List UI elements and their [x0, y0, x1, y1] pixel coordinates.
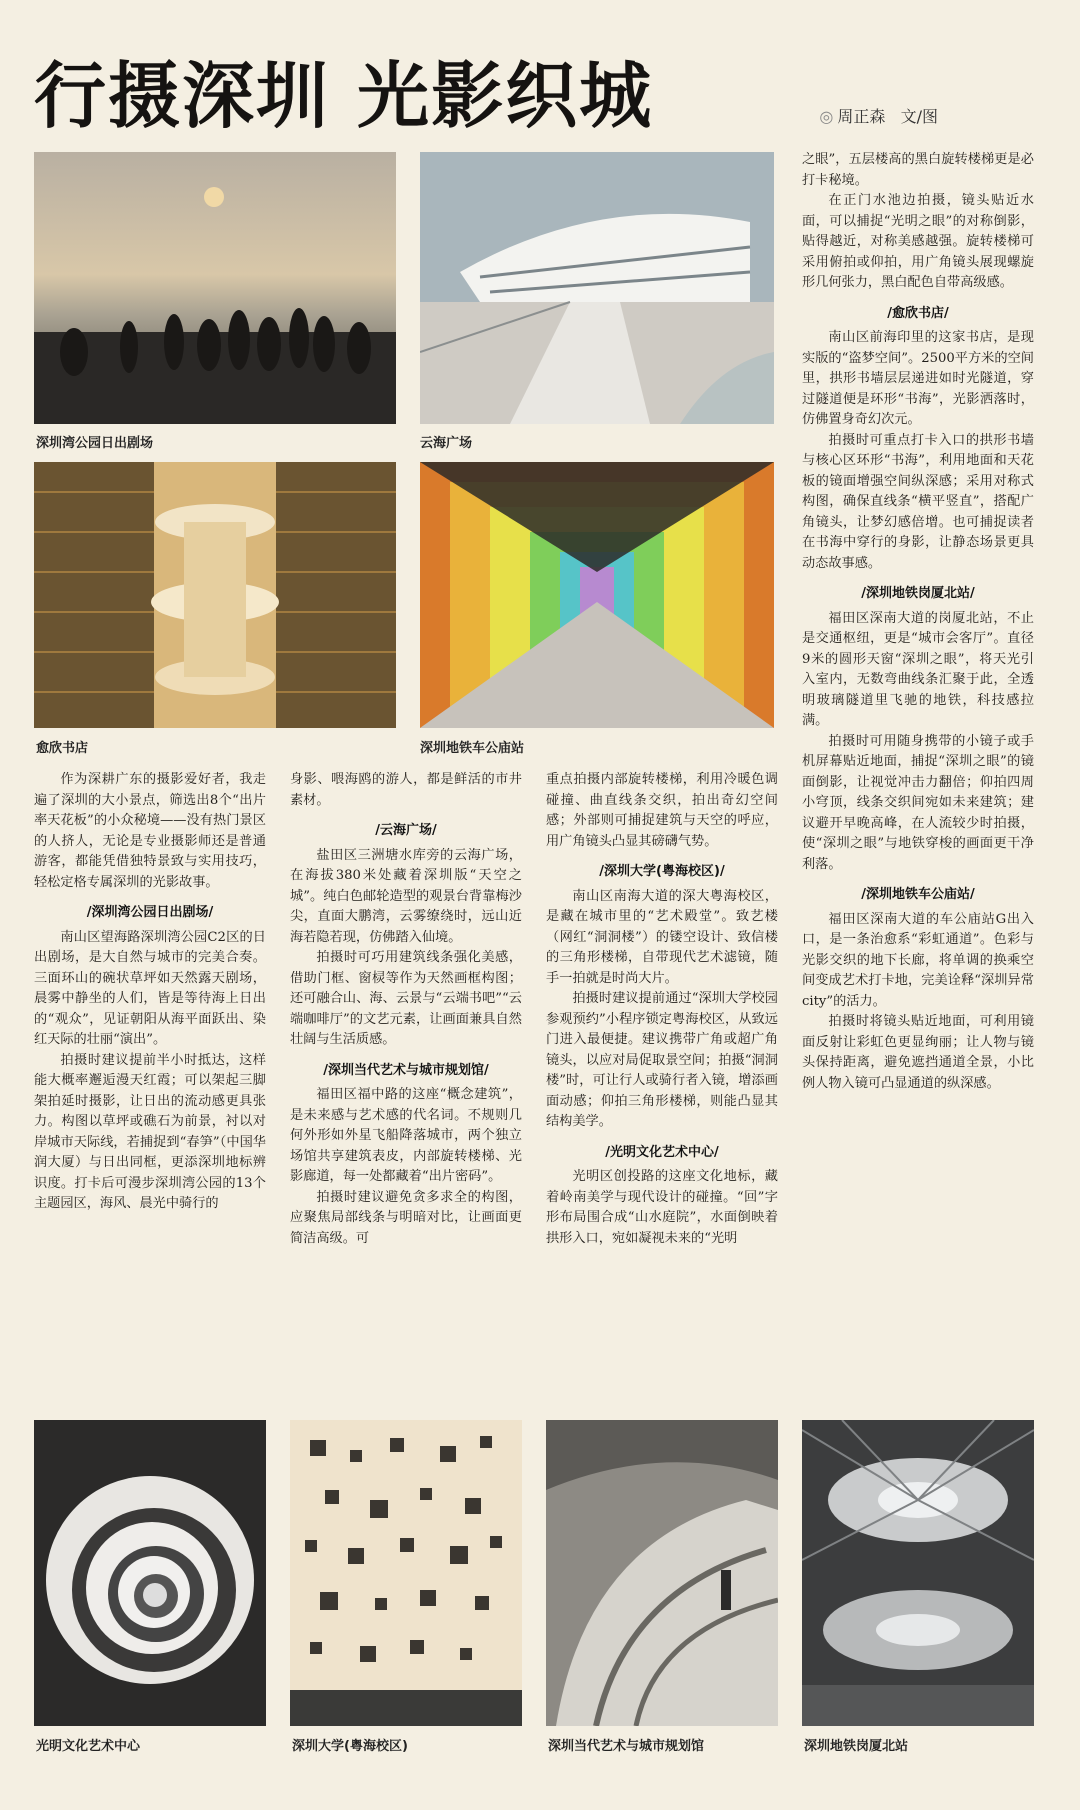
paragraph: 南山区望海路深圳湾公园C2区的日出剧场，是大自然与城市的完美合奏。三面环山的碗状草坪如天然露天剧场，晨雾中静坐的人们，皆是等待海上日出的“观众”，见证朝阳从海平面跃出、染红天际的壮丽“演出”。 [34, 929, 266, 1047]
bullet-icon: ◎ [819, 107, 834, 126]
paragraph: 作为深耕广东的摄影爱好者，我走遍了深圳的大小景点，筛选出8个“出片率天花板”的小众秘境——没有热门景区的人挤人，无论是专业摄影师还是普通游客，都能凭借独特景致与实用技巧，轻松定格专属深圳的光影故事。 [34, 772, 266, 890]
paragraph: 拍摄时建议提前半小时抵达，这样能大概率邂逅漫天红霞；可以架起三脚架拍延时摄影，让日出的流动感更具张力。构图以草坪或礁石为前景，衬以对岸城市天际线，若捕捉到“春笋”（中国华润大厦）与日出同框，更添深圳地标辨识度。打卡后可漫步深圳湾公园的13个主题园区，海风、晨光中骑行的 [34, 1052, 266, 1211]
paragraph: 重点拍摄内部旋转楼梯，利用冷暖色调碰撞、曲直线条交织，拍出奇幻空间感；外部则可捕捉建筑与天空的呼应，用广角镜头凸显其磅礴气势。 [546, 772, 778, 849]
paragraph: 拍摄时建议提前通过“深圳大学校园参观预约”小程序锁定粤海校区，从致远门进入最便捷。建议携带广角或超广角镜头，以应对局促取景空间；拍摄“洞洞楼”时，可让行人或骑行者入镜，增添画面动感；仰拍三角形楼梯，则能凸显其结构美学。 [546, 991, 778, 1129]
paragraph: 福田区深南大道的岗厦北站，不止是交通枢纽，更是“城市会客厅”。直径9米的圆形天窗“深圳之眼”，将天光引入室内，无数弯曲线条汇聚于此，全透明玻璃隧道里飞驰的地铁，科技感拉满。 [802, 610, 1034, 728]
byline-author: 周正森 [837, 107, 886, 126]
caption-guangming-art-center: 光明文化艺术中心 [36, 1739, 141, 1754]
paragraph: 拍摄时可重点打卡入口的拱形书墙与核心区环形“书海”，利用地面和天花板的镜面增强空间纵深感；采用对称式构图，确保直线条“横平竖直”，搭配广角镜头，让梦幻感倍增。也可捕捉读者在书海中穿行的身影，让静态场景更具动态故事感。 [802, 432, 1034, 571]
paragraph: 福田区深南大道的车公庙站G出入口，是一条治愈系“彩虹通道”。色彩与光影交织的地下长廊，将单调的换乘空间变成艺术打卡地，完美诠释“深圳异常city”的活力。 [802, 911, 1034, 1009]
paragraph: 南山区前海印里的这家书店，是现实版的“盗梦空间”。2500平方米的空间里，拱形书墙层层递进如时光隧道，穿过隧道便是环形“书海”，光影洒落时，仿佛置身奇幻次元。 [802, 330, 1034, 427]
photo-contemporary-art-museum [546, 1420, 778, 1726]
paragraph: 拍摄时建议避免贪多求全的构图，应聚焦局部线条与明暗对比，让画面更简洁高级。可 [290, 1189, 522, 1246]
caption-shenzhen-university: 深圳大学(粤海校区) [292, 1739, 408, 1754]
paragraph: 光明区创投路的这座文化地标，藏着岭南美学与现代设计的碰撞。“回”字形布局围合成“山水庭院”，水面倒映着拱形入口，宛如凝视未来的“光明 [546, 1169, 778, 1246]
section-heading: /深圳湾公园日出剧场/ [86, 905, 214, 920]
photo-sunrise-theater [34, 152, 396, 424]
photo-cloud-sea-plaza [420, 152, 774, 424]
article-column-3 [546, 770, 778, 1249]
caption-metro-rainbow: 深圳地铁车公庙站 [420, 741, 525, 756]
paragraph: 拍摄时将镜头贴近地面，可利用镜面反射让彩虹色更显绚丽；让人物与镜头保持距离，避免遮挡通道全景，小比例人物入镜可凸显通道的纵深感。 [802, 1014, 1034, 1091]
paragraph: 拍摄时可巧用建筑线条强化美感，借助门框、窗棂等作为天然画框构图；还可融合山、海、云景与“云端书吧”“云端咖啡厅”的文艺元素，让画面兼具自然壮阔与生活质感。 [290, 950, 522, 1047]
caption-contemporary-art-museum: 深圳当代艺术与城市规划馆 [548, 1739, 705, 1754]
caption-cloud-sea-plaza: 云海广场 [420, 436, 473, 451]
paragraph: 盐田区三洲塘水库旁的云海广场，在海拔380米处藏着深圳版“天空之城”。纯白色邮轮造型的观景台背靠梅沙尖，直面大鹏湾，云雾缭绕时，远山近海若隐若现，仿佛踏入仙境。 [290, 847, 522, 945]
article-column-2 [290, 770, 522, 1249]
byline-role: 文/图 [900, 107, 938, 126]
section-heading: /深圳大学(粤海校区)/ [599, 864, 725, 879]
paragraph: 身影、喂海鸥的游人，都是鲜活的市井素材。 [290, 772, 522, 808]
paragraph: 之眼”，五层楼高的黑白旋转楼梯更是必打卡秘境。 [802, 152, 1034, 188]
section-heading: /深圳当代艺术与城市规划馆/ [323, 1062, 489, 1078]
photo-gangxia-north-station [802, 1420, 1034, 1726]
paragraph: 福田区福中路的这座“概念建筑”，是未来感与艺术感的代名词。不规则几何外形如外星飞船降落城市，两个独立场馆共享建筑表皮，内部旋转楼梯、光影廊道，每一处都藏着“出片密码”。 [290, 1087, 522, 1184]
article-column-1 [34, 770, 266, 1215]
paragraph: 南山区南海大道的深大粤海校区，是藏在城市里的“艺术殿堂”。致艺楼（网红“洞洞楼”）的镂空设计、致信楼的三角形楼梯，自带现代艺术滤镜，随手一拍就是时尚大片。 [546, 888, 778, 986]
headline: 行摄深圳 光影织城 [34, 54, 654, 138]
paragraph: 拍摄时可用随身携带的小镜子或手机屏幕贴近地面，捕捉“深圳之眼”的镜面倒影，让视觉冲击力翻倍；仰拍四周小穹顶，线条交织间宛如未来建筑；建议避开早晚高峰，在人流较少时拍摄，使“深圳之眼”与地铁穿梭的画面更干净利落。 [802, 733, 1034, 872]
photo-shenzhen-university [290, 1420, 522, 1726]
section-heading: /云海广场/ [375, 823, 437, 838]
photo-bookstore [34, 462, 396, 728]
caption-bookstore: 愈欣书店 [36, 741, 89, 756]
section-heading: /光明文化艺术中心/ [605, 1144, 719, 1160]
section-heading: /深圳地铁车公庙站/ [861, 887, 975, 902]
byline [819, 104, 938, 127]
section-heading: /深圳地铁岗厦北站/ [861, 586, 975, 601]
paragraph: 在正门水池边拍摄，镜头贴近水面，可以捕捉“光明之眼”的对称倒影，贴得越近，对称美感越强。旋转楼梯可采用俯拍或仰拍，用广角镜头展现螺旋形几何张力，黑白配色自带高级感。 [802, 193, 1034, 290]
caption-gangxia-north-station: 深圳地铁岗厦北站 [804, 1739, 909, 1754]
article-column-4 [802, 150, 1034, 1094]
section-heading: /愈欣书店/ [887, 305, 949, 321]
photo-guangming-art-center [34, 1420, 266, 1726]
photo-metro-rainbow [420, 462, 774, 728]
caption-sunrise-theater: 深圳湾公园日出剧场 [36, 436, 154, 451]
